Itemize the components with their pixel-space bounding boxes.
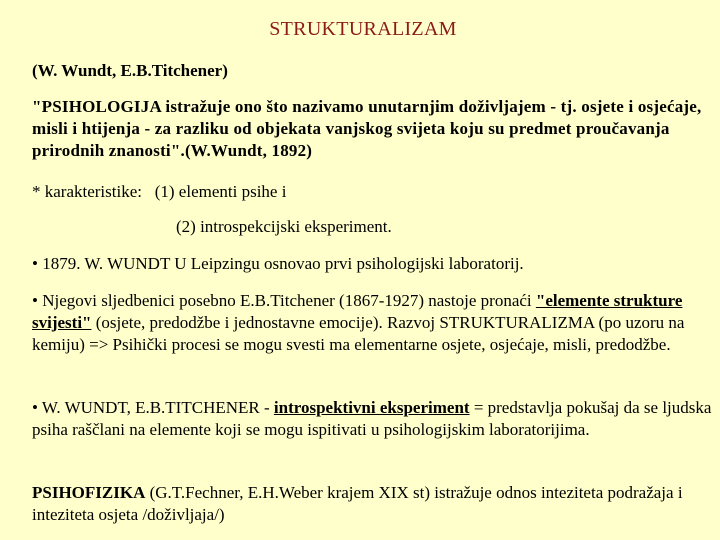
bullet-introspection (32, 397, 712, 441)
bullet-introspection-rest: = predstavlja pokušaj da se ljudska psiha raščlani na elemente koji se mogu ispitivati u psihologijskim laboratorijima. (32, 398, 712, 439)
bullet-introspection-intro: • W. WUNDT, E.B.TITCHENER - (32, 398, 274, 417)
bullet-followers (32, 290, 712, 356)
bullet-followers-intro: • Njegovi sljedbenici posebno E.B.Titchener (1867-1927) nastoje pronaći (32, 291, 536, 310)
slide-title: STRUKTURALIZAM (269, 18, 457, 40)
characteristics-line-2: (2) introspekcijski eksperiment. (176, 217, 392, 236)
psychophysics-term: PSIHOFIZIKA (32, 483, 146, 502)
authors-line: (W. Wundt, E.B.Titchener) (32, 61, 228, 80)
characteristics-line-1: * karakteristike: (1) elementi psihe i (32, 182, 287, 201)
psychophysics-paragraph (32, 482, 712, 526)
psychophysics-rest: (G.T.Fechner, E.H.Weber krajem XIX st) istražuje odnos inteziteta podražaja i inteziteta osjeta /doživljaja/) (32, 483, 683, 524)
bullet-laboratory: • 1879. W. WUNDT U Leipzingu osnovao prvi psihologijski laboratorij. (32, 254, 524, 273)
introspective-experiment-highlight: introspektivni eksperiment (273, 398, 470, 417)
wundt-quote: "PSIHOLOGIJA istražuje ono što nazivamo unutarnjim doživljajem - tj. osjete i osjećaje, misli i htijenja - za razliku od objekata vanjskog svijeta koju su predmet proučavanja prirodnih znanosti".(W.Wundt, 1892) (32, 97, 702, 160)
bullet-followers-rest: (osjete, predodžbe i jednostavne emocije). Razvoj STRUKTURALIZMA (po uzoru na kemiju) => Psihički procesi se mogu svesti ma elementarne osjete, osjećaje, misli, predodžbe. (32, 313, 685, 354)
structure-elements-highlight: "elemente strukture svijesti" (32, 291, 683, 332)
